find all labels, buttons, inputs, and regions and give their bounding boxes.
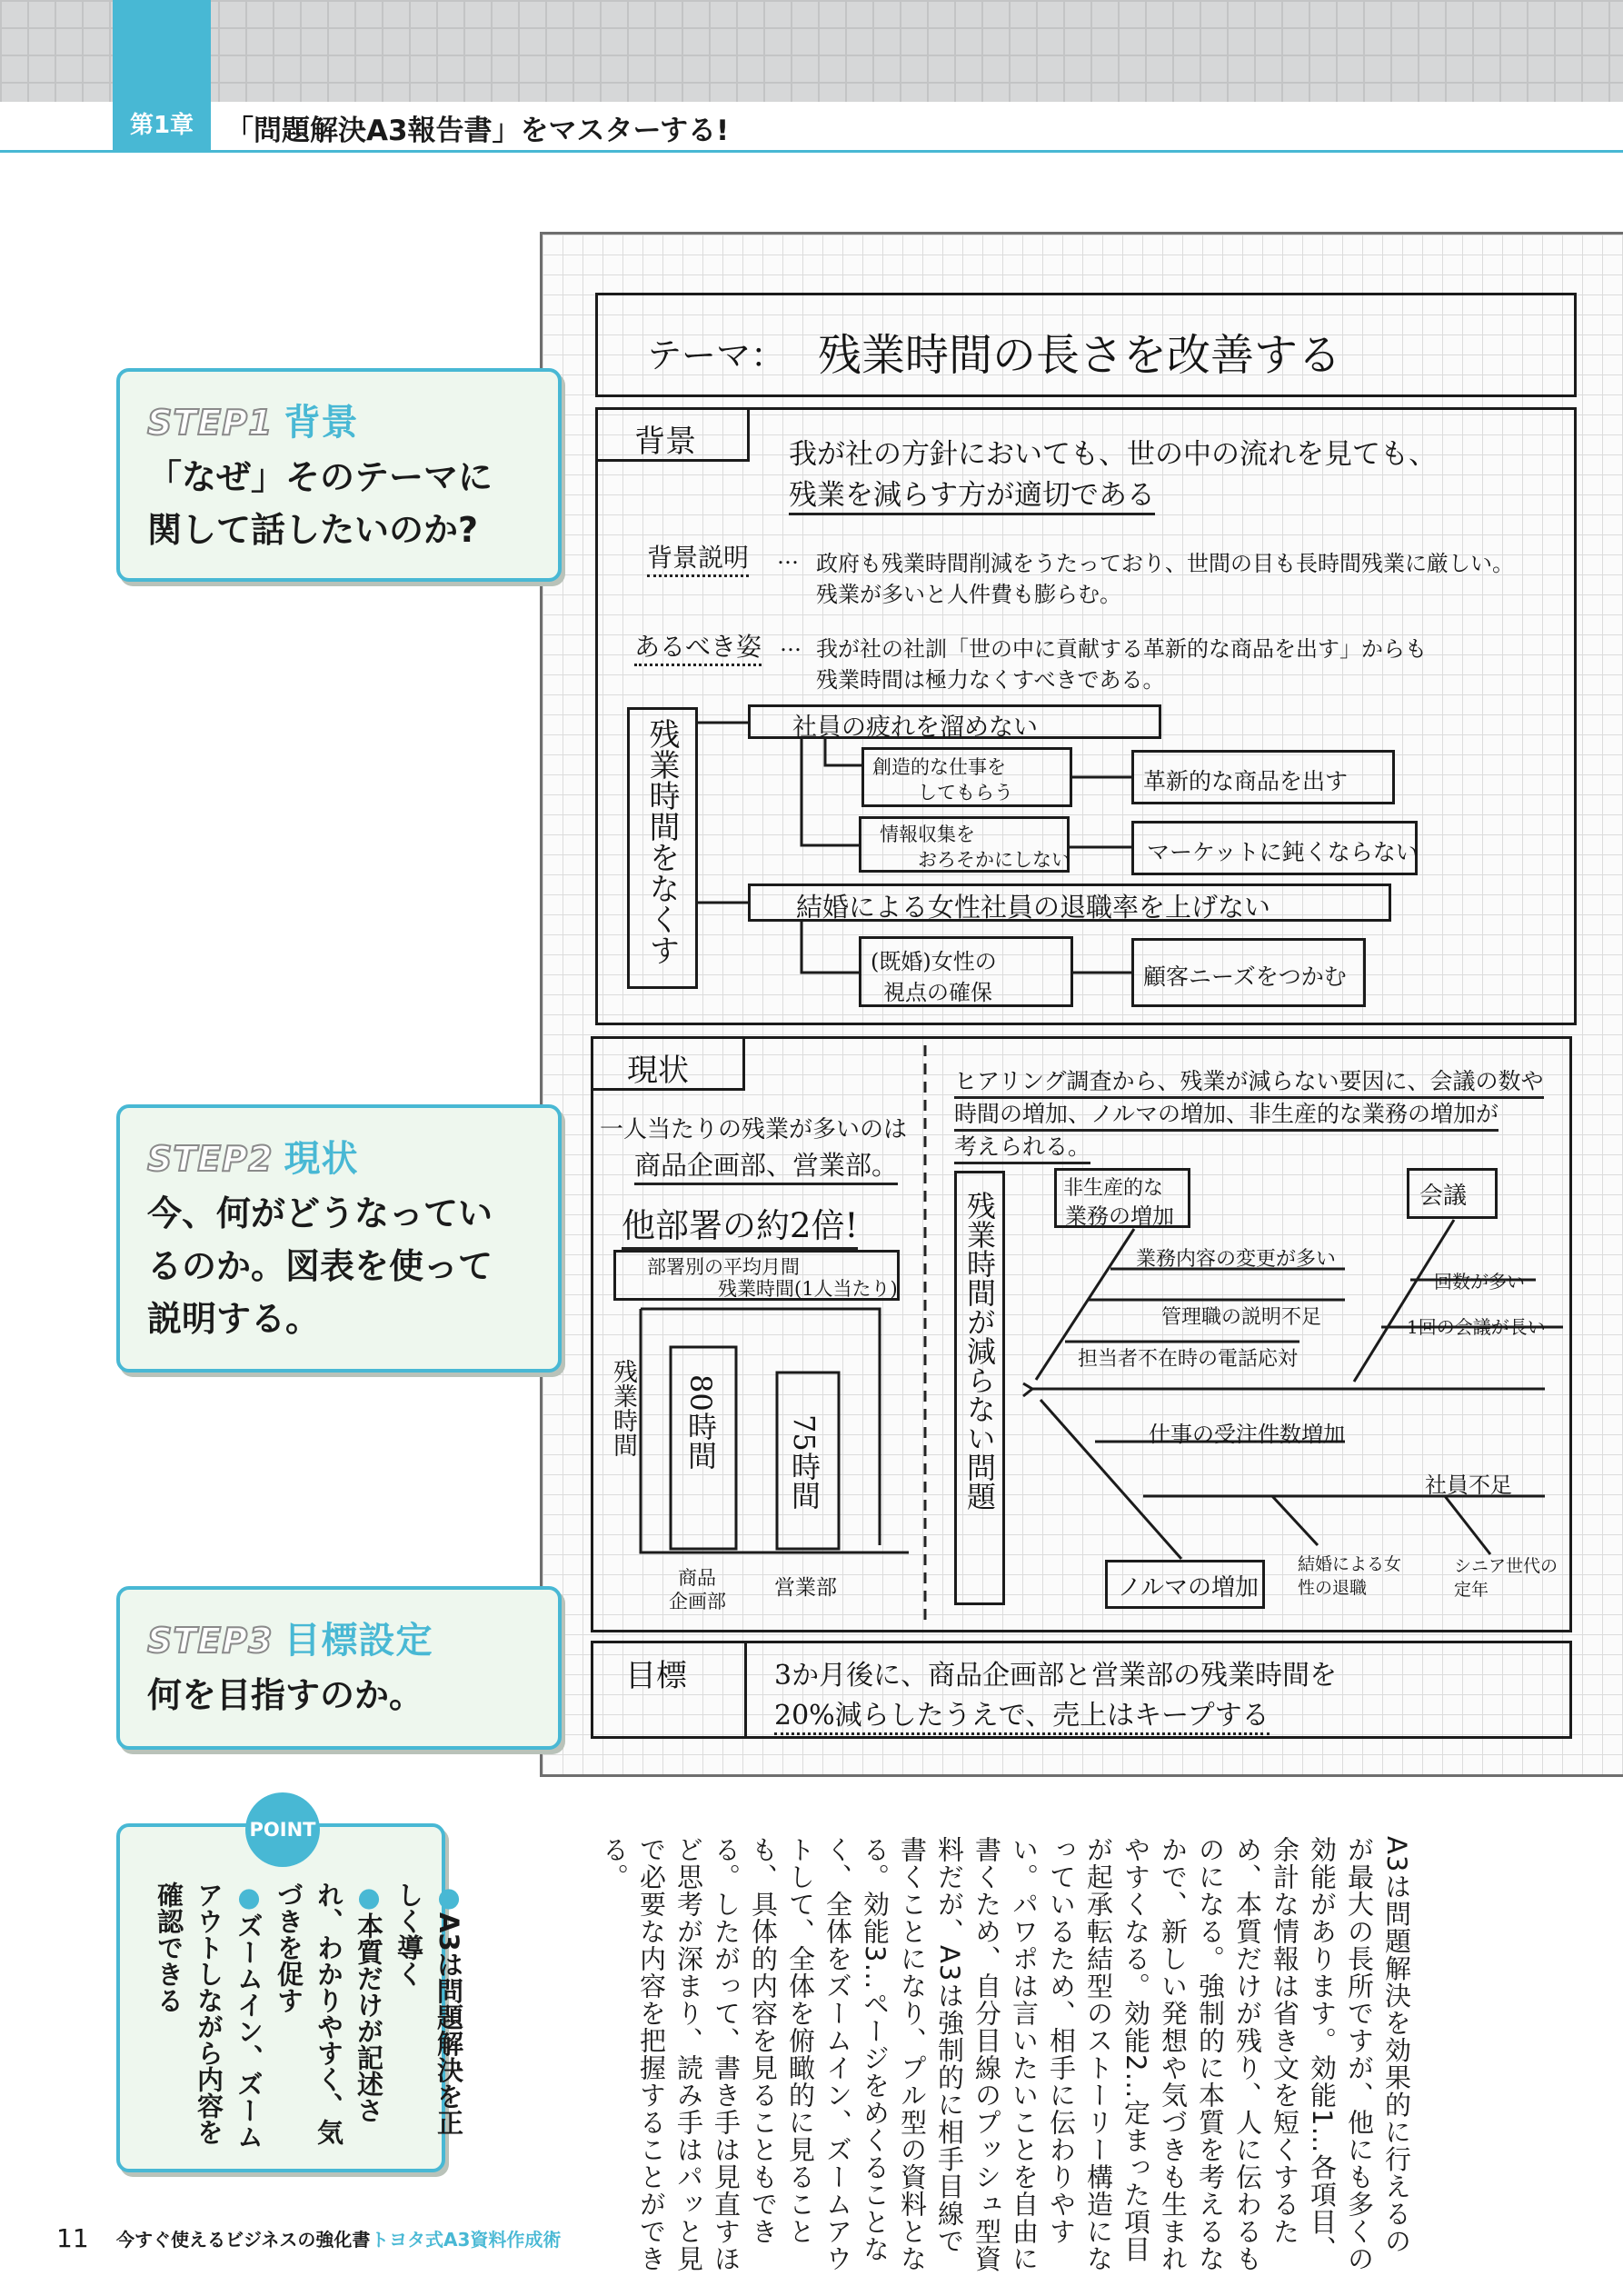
sub-cause-2: 管理職の説明不足 bbox=[1161, 1306, 1322, 1329]
analysis-line-2: 時間の増加、ノルマの増加、非生産的な業務の増加が bbox=[954, 1096, 1499, 1132]
tree-branch1: 社員の疲れを溜めない bbox=[792, 714, 1038, 742]
bar-category-product-planning-1: 商品 bbox=[678, 1567, 716, 1589]
sub-cause-6: 仕事の受注件数増加 bbox=[1149, 1422, 1345, 1447]
step1-box bbox=[116, 368, 562, 582]
point-item-2: ●本質だけが記述され、わかりやすく、気づきを促す bbox=[274, 1882, 384, 2145]
chart-ylabel: 残業時間 bbox=[609, 1359, 637, 1457]
goal-line-2: 20%減らしたうえで、売上はキープする bbox=[774, 1692, 1270, 1735]
step2-label: STEP2 bbox=[147, 1139, 274, 1179]
point-item-1-text: A3は問題解決を正しく導く bbox=[393, 1882, 464, 2136]
step2-line-2: るのか。図表を使って bbox=[147, 1246, 493, 1286]
theme-text: 残業時間の長さを改善する bbox=[818, 330, 1342, 381]
step1-line-2: 関して話したいのか? bbox=[147, 510, 479, 550]
background-summary-2: 残業を減らす方が適切である bbox=[789, 472, 1155, 515]
tree-branch2: 結婚による女性社員の退職率を上げない bbox=[796, 892, 1271, 923]
footer-book-title: 今すぐ使えるビジネスの強化書 bbox=[116, 2229, 371, 2251]
point-item-2-text: 本質だけが記述され、わかりやすく、気づきを促す bbox=[274, 1882, 384, 2145]
step3-box bbox=[116, 1586, 562, 1750]
sub-cause-4: 回数が多い bbox=[1434, 1271, 1525, 1293]
point-badge: POINT bbox=[245, 1792, 320, 1867]
explanation-label: 背景説明 bbox=[647, 538, 749, 577]
cause-unproductive-2: 業務の増加 bbox=[1065, 1203, 1174, 1229]
chart-title-1: 部署別の平均月間 bbox=[647, 1256, 800, 1278]
sub-cause-3: 担当者不在時の電話応対 bbox=[1078, 1348, 1299, 1371]
explanation-line-2: 残業が多いと人件費も膨らむ。 bbox=[816, 582, 1121, 607]
sub-cause-5: 1回の会議が長い bbox=[1407, 1316, 1546, 1338]
goal-line-1: 3か月後に、商品企画部と営業部の残業時間を bbox=[774, 1660, 1338, 1692]
step3-label: STEP3 bbox=[147, 1621, 274, 1661]
tree-root: 残業時間をなくす bbox=[643, 718, 680, 965]
tree-branch1a-1: 創造的な仕事を bbox=[872, 756, 1006, 778]
bar-label-product-planning: 80時間 bbox=[683, 1374, 718, 1470]
tree-branch1b-2: おろそかにしない bbox=[918, 849, 1070, 871]
sub-cause-8: 結婚による女性の退職 bbox=[1298, 1554, 1402, 1598]
point-item-3-text: ズームイン、ズームアウトしながら内容を確認できる bbox=[154, 1882, 264, 2150]
point-item-1: ●A3は問題解決を正しく導く bbox=[393, 1882, 464, 2136]
sub-cause-7: 社員不足 bbox=[1425, 1472, 1512, 1498]
step1-line-1: 「なぜ」そのテーマに bbox=[147, 457, 493, 497]
tree-branch1b-1: 情報収集を bbox=[880, 824, 975, 845]
chapter-title: 「問題解決A3報告書」をマスターする! bbox=[225, 115, 730, 147]
chapter-tab: 第1章 bbox=[113, 0, 211, 153]
sub-cause-9: シニア世代の定年 bbox=[1454, 1556, 1558, 1600]
cause-meeting: 会議 bbox=[1419, 1183, 1468, 1210]
chart-title-2: 残業時間(1人当たり) bbox=[718, 1278, 898, 1300]
step2-line-1: 今、何がどうなってい bbox=[147, 1193, 493, 1233]
tree-branch1a-2: してもらう bbox=[918, 782, 1013, 804]
step2-name: 現状 bbox=[284, 1138, 359, 1180]
page-number: 11 bbox=[56, 2223, 89, 2253]
analysis-line-1: ヒアリング調査から、残業が減らない要因に、会議の数や bbox=[954, 1063, 1544, 1099]
current-note-1a: 一人当たりの残業が多いのは bbox=[600, 1116, 908, 1143]
body-text: A3は問題解決を効果的に行えるのが最大の長所ですが、他にも多くの効能があります。効能1…各項目、余計な情報は省き文を短くするため、本質だけが残り、人に伝わるものになる。強制的に本質を考えるなかで、新しい発想や気づきも生まれやすくなる。効能2…定まった項目が起承転結型のストーリー構造になっているため、相手に伝わりやすい。パワポは言いたいことを自由に書くため、自分目線のプッシュ型資料だが、A3は強制的に相手目線で書くことになり、プル型の資料となる。効能3…ページをめくることなく、全体をズームイン、ズームアウトして、全体を俯瞰的に見ることも、具体的内容を見ることもできる。したがって、書き手は見直すほど思考が深まり、読み手はパッと見で必要な内容を把握することができる。 bbox=[599, 1836, 1412, 2272]
ideal-line-2: 残業時間は極力なくすべきである。 bbox=[816, 667, 1165, 693]
cause-quota: ノルマの増加 bbox=[1118, 1574, 1259, 1602]
ideal-label: あるべき姿 bbox=[634, 627, 762, 666]
point-item-3: ●ズームイン、ズームアウトしながら内容を確認できる bbox=[154, 1882, 264, 2150]
step3-line-1: 何を目指すのか。 bbox=[147, 1675, 424, 1715]
step2-line-3: 説明する。 bbox=[147, 1299, 321, 1339]
current-note-2: 他部署の約2倍! bbox=[622, 1198, 858, 1250]
step1-name: 背景 bbox=[284, 402, 359, 444]
step1-label: STEP1 bbox=[147, 403, 274, 443]
current-note-1b: 商品企画部、営業部。 bbox=[634, 1145, 898, 1185]
bar-category-sales: 営業部 bbox=[774, 1576, 837, 1600]
ideal-line-1: 我が社の社訓「世の中に貢献する革新的な商品を出す」からも bbox=[816, 636, 1427, 662]
bar-category-product-planning-2: 企画部 bbox=[669, 1591, 726, 1612]
step3-name: 目標設定 bbox=[284, 1620, 433, 1662]
tree-branch2a-2: 視点の確保 bbox=[883, 980, 992, 1005]
footer-book-subtitle: トヨタ式A3資料作成術 bbox=[371, 2229, 562, 2251]
cause-unproductive-1: 非生産的な bbox=[1063, 1177, 1164, 1200]
background-summary-1: 我が社の方針においても、世の中の流れを見ても、 bbox=[789, 438, 1437, 471]
goal-heading: 目標 bbox=[625, 1658, 687, 1694]
sub-cause-1: 業務内容の変更が多い bbox=[1136, 1248, 1337, 1271]
current-heading: 現状 bbox=[627, 1053, 689, 1089]
step2-box bbox=[116, 1104, 562, 1373]
tree-branch2a-1: (既婚)女性の bbox=[871, 949, 997, 974]
bar-label-sales: 75時間 bbox=[787, 1414, 821, 1510]
fishbone-head: 残業時間が減らない問題 bbox=[962, 1191, 997, 1511]
explanation-line-1: 政府も残業時間削減をうたっており、世間の目も長時間残業に厳しい。 bbox=[816, 551, 1514, 576]
tree-branch2a-result: 顧客ニーズをつかむ bbox=[1143, 963, 1347, 990]
analysis-line-3: 考えられる。 bbox=[954, 1129, 1090, 1164]
tree-branch1b-result: マーケットに鈍くならない bbox=[1147, 839, 1419, 865]
theme-label: テーマ： bbox=[647, 335, 786, 375]
tree-branch1a-result: 革新的な商品を出す bbox=[1143, 768, 1349, 794]
background-heading: 背景 bbox=[634, 424, 696, 460]
